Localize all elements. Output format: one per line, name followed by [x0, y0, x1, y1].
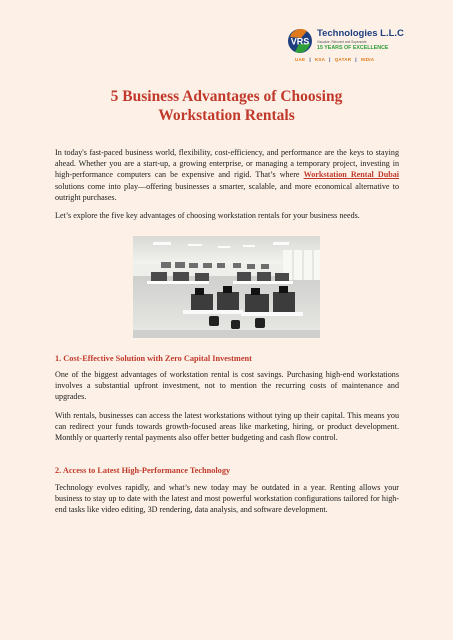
logo-company-name: Technologies L.L.C [317, 28, 404, 39]
title-line-2: Workstation Rentals [158, 107, 295, 124]
country-uae: UAE [295, 57, 306, 62]
country-qatar: QATAR [334, 57, 352, 62]
intro-paragraph [55, 147, 399, 203]
section-2-heading: 2. Access to Latest High-Performance Technology [55, 466, 231, 475]
explore-paragraph: Let’s explore the five key advantages of choosing workstation rentals for your business needs. [55, 211, 360, 220]
logo-years-badge: 15 YEARS OF EXCELLENCE [317, 45, 389, 51]
section-2-paragraph-1: Technology evolves rapidly, and what’s new today may be outdated in a year. Renting allows your business to stay up to date with the latest and most powerful workstation configurations tailored for high-end tasks like video editing, 3D rendering, data analysis, and software development. [55, 483, 399, 515]
company-logo[interactable] [287, 26, 437, 64]
page-title [40, 87, 413, 125]
logo-tagline: Visualize, Reinvent and Supersede [317, 40, 367, 44]
country-india: INDIA [360, 57, 375, 62]
country-ksa: KSA [314, 57, 326, 62]
logo-country-list: UAE | KSA | QATAR | INDIA [295, 57, 375, 62]
intro-text-after: solutions come into play—offering businesses a smarter, scalable, and more economical alternative to outright purchases. [55, 181, 399, 202]
intro-text-before: In today's fast-paced business world, flexibility, cost-efficiency, and performance are the keys to staying ahead. Whether you are a start-up, a growing enterprise, or managing a temporary project, investing in high-performance computers can be expensive and rigid. That’s where [55, 148, 399, 180]
office-workstations-photo [133, 236, 320, 338]
logo-emblem-icon [287, 28, 313, 54]
workstation-rental-link[interactable]: Workstation Rental Dubai [303, 170, 399, 180]
title-line-1: 5 Business Advantages of Choosing [110, 88, 343, 105]
section-1-paragraph-1: One of the biggest advantages of workstation rental is cost savings. Purchasing high-end workstations involves a substantial upfront investment, not to mention the recurring costs of maintenance and upgrades. [55, 370, 399, 402]
section-1-heading: 1. Cost-Effective Solution with Zero Capital Investment [55, 354, 252, 363]
svg-text:VRS: VRS [290, 36, 310, 47]
section-1-paragraph-2: With rentals, businesses can access the latest workstations without tying up their capital. This means you can redirect your funds towards growth-focused areas like marketing, hiring, or product development. Monthly or quarterly rental payments also offer better budgeting and cash flow control. [55, 411, 399, 443]
